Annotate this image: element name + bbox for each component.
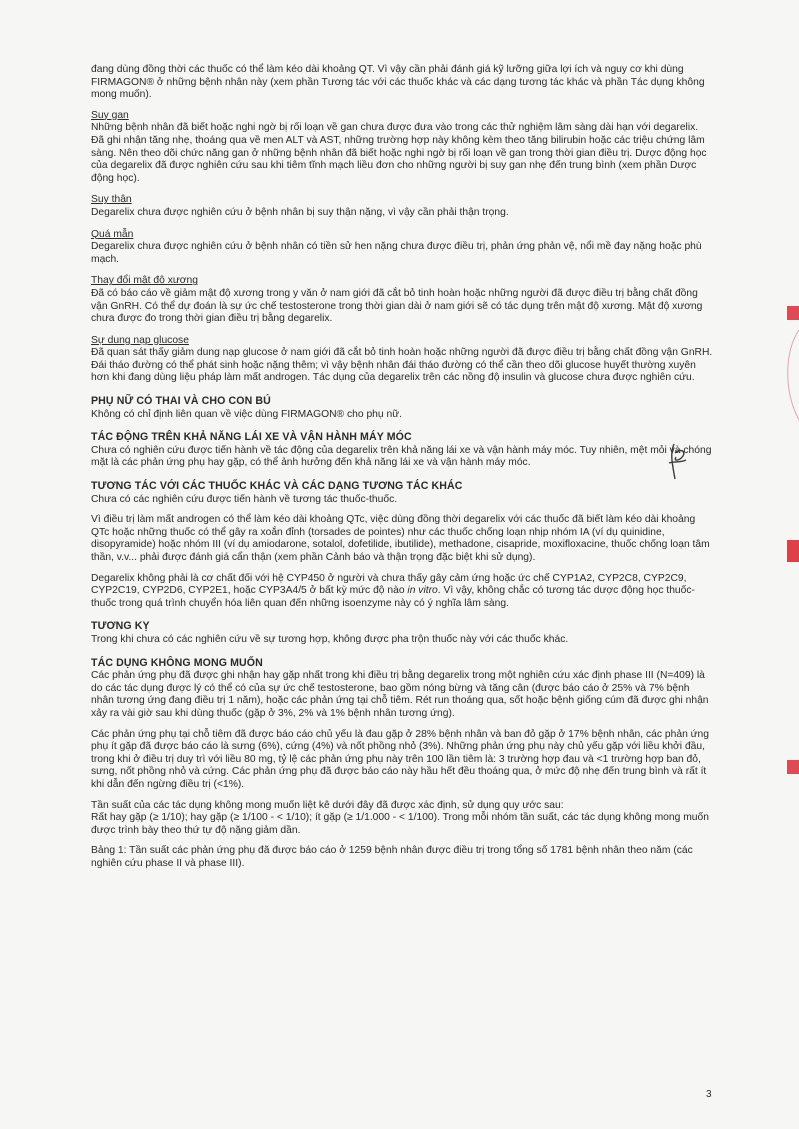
edge-red-mark-top (787, 306, 799, 320)
edge-stamp-fragment (777, 330, 799, 420)
interactions-p2: Vì điều trị làm mất androgen có thể làm kéo dài khoảng QTc, việc dùng đồng thời degarelix với các thuốc đã biết làm kéo dài khoảng QTc hoặc những thuốc có thể gây ra xoắn đỉnh (torsades de pointes) như các thuốc chống loạn nhịp nhóm IA (ví dụ quinidine, disopyramide) hoặc nhóm III (ví dụ amiodarone, sotalol, dofetilide, ibutilide), methadone, cisapride, moxifloxacine, thuốc chống loạn tâm thần, v.v... phải được đánh giá cẩn thận (xem phần Cảnh báo và thận trọng đặc biệt khi sử dụng). (91, 514, 710, 563)
interactions-p1: Chưa có các nghiên cứu được tiến hành về tương tác thuốc-thuốc. (91, 493, 398, 505)
section-adverse (91, 657, 713, 871)
driving-text: Chưa có nghiên cứu được tiến hành về tác động của degarelix trên khả năng lái xe và vận hành máy móc. Tuy nhiên, mệt mỏi và chóng mặt là các phản ứng phụ hay gặp, có thể ảnh hưởng đến khả năng lái xe và vận hành máy móc. (91, 444, 712, 469)
adverse-heading: TÁC DỤNG KHÔNG MONG MUỐN (91, 656, 263, 669)
hypersensitivity-heading: Quá mẫn (91, 228, 134, 240)
incompat-text: Trong khi chưa có các nghiên cứu về sự tương hợp, không được pha trộn thuốc này với các thuốc khác. (91, 633, 569, 645)
driving-heading: TÁC ĐỘNG TRÊN KHẢ NĂNG LÁI XE VÀ VẬN HÀNH MÁY MÓC (91, 431, 412, 444)
page-content (91, 64, 713, 878)
section-glucose (91, 335, 713, 385)
signature-mark (660, 441, 694, 483)
glucose-heading: Sự dung nạp glucose (91, 334, 189, 346)
liver-heading: Suy gan (91, 109, 129, 121)
edge-red-mark-low (787, 760, 799, 774)
section-kidney (91, 194, 713, 219)
section-hypersensitivity (91, 229, 713, 267)
liver-text: Những bệnh nhân đã biết hoặc nghi ngờ bị rối loạn về gan chưa được đưa vào trong các thử nghiệm lâm sàng dài hạn với degarelix. Đã ghi nhận tăng nhẹ, thoáng qua về men ALT và AST, những trường hợp này không kèm theo tăng bilirubin hoặc các triệu chứng lâm sàng. Nên theo dõi chức năng gan ở những bệnh nhân đã biết hoặc nghi ngờ bị rối loạn về gan trong thời gian điều trị. Dược động học của degarelix đã được nghiên cứu sau khi tiêm tĩnh mạch liều đơn cho những người bị suy gan nhẹ đến trung bình (xem phần Dược động học). (91, 122, 707, 184)
interactions-heading: TƯƠNG TÁC VỚI CÁC THUỐC KHÁC VÀ CÁC DẠNG TƯƠNG TÁC KHÁC (91, 480, 463, 493)
glucose-text: Đã quan sát thấy giảm dung nạp glucose ở nam giới đã cắt bỏ tinh hoàn hoặc những người đã được điều trị bằng chất đồng vận GnRH. Đái tháo đường có thể phát sinh hoặc nặng thêm; vì vậy bệnh nhân đái tháo đường có thể cần theo dõi glucose huyết thường xuyên hơn khi đang dùng liệu pháp làm mất androgen. Tác dụng của degarelix trên các nồng độ insulin và glucose chưa được nghiên cứu. (91, 347, 713, 384)
section-pregnancy (91, 395, 713, 421)
adverse-p1: Các phản ứng phụ đã được ghi nhận hay gặp nhất trong khi điều trị bằng degarelix trong một nghiên cứu xác định phase III (N=409) là do các tác dụng được lý có thể có của sự ức chế testosterone, bao gồm nóng bừng và tăng cân (được báo cáo ở 25% và 7% bệnh nhân tương ứng đang điều trị 1 năm), hoặc các phản ứng tại chỗ tiêm. Rét run thoáng qua, sốt hoặc bệnh giống cúm đã được ghi nhận xảy ra vài giờ sau khi dùng thuốc (gặp ở 3%, 2% và 1% bệnh nhân tương ứng). (91, 670, 709, 719)
bone-text: Đã có báo cáo về giảm mật độ xương trong y văn ở nam giới đã cắt bỏ tinh hoàn hoặc những người đã được điều trị bằng chất đồng vận GnRH. Có thể dự đoán là sự ức chế testosterone trong thời gian dài ở nam giới sẽ có tác dụng trên mật độ xương. Mật độ xương chưa được đo trong thời gian điều trị bằng degarelix. (91, 287, 703, 325)
bone-heading: Thay đổi mật độ xương (91, 275, 198, 287)
kidney-heading: Suy thận (91, 194, 132, 206)
edge-red-mark-mid (787, 540, 799, 562)
adverse-p2: Các phản ứng phụ tại chỗ tiêm đã được báo cáo chủ yếu là đau gặp ở 28% bệnh nhân và ban đỏ gặp ở 17% bệnh nhân, các phản ứng phụ ít gặp đã được báo cáo là sưng (6%), cứng (4%) và nốt phồng nhỏ (3%). Những phản ứng phụ này chủ yếu gặp với liều khởi đầu, trong khi ở điều trị duy trì với liều 80 mg, tỷ lệ các phản ứng phụ này trên 100 lần tiêm là: 3 trường hợp đau và <1 trường hợp ban đỏ, sưng, nốt phồng nhỏ và cứng. Các phản ứng phụ đã được báo cáo này hầu hết đều thoáng qua, ở mức độ nhẹ đến trung bình và rất ít khi dẫn đến ngừng điều trị (<1%). (91, 728, 710, 790)
section-liver (91, 110, 713, 186)
adverse-p3 (91, 800, 713, 838)
interactions-p3-a: Degarelix không phải là cơ chất đối với hệ CYP450 ở người và chưa thấy gây cảm ứng hoặc ức chế CYP1A2, CYP2C8, CYP2C9, CYP2C19, CYP2D6, CYP2E1, hoặc CYP3A4/5 ở bất kỳ mức độ nào (91, 572, 687, 597)
adverse-p3b: Rất hay gặp (≥ 1/10); hay gặp (≥ 1/100 - < 1/10); ít gặp (≥ 1/1.000 - < 1/100). Trong mỗi nhóm tần suất, các tác dụng không mong muốn được trình bày theo thứ tự độ nặng giảm dần. (91, 812, 709, 836)
interactions-p3-b: . Vì vậy, không chắc có tương tác dược động học thuốc-thuốc trong quá trình chuyển hóa liên quan đến những isoenzyme này có ý nghĩa lâm sàng. (91, 585, 695, 609)
interactions-p3-italic: in vitro (407, 585, 438, 597)
section-incompat (91, 620, 713, 646)
interactions-p3 (91, 573, 713, 611)
page-number: 3 (706, 1089, 712, 1100)
pregnancy-text: Không có chỉ định liên quan về việc dùng FIRMAGON® cho phụ nữ. (91, 408, 402, 420)
pregnancy-heading: PHỤ NỮ CÓ THAI VÀ CHO CON BÚ (91, 395, 271, 408)
intro-paragraph: đang dùng đồng thời các thuốc có thể làm kéo dài khoảng QT. Vì vậy cần phải đánh giá kỹ lưỡng giữa lợi ích và nguy cơ khi dùng FIRMAGON® ở những bệnh nhân này (xem phần Tương tác với các thuốc khác và các dạng tương tác khác và phần Tác dụng không mong muốn). (91, 64, 705, 101)
hypersensitivity-text: Degarelix chưa được nghiên cứu ở bệnh nhân có tiền sử hen nặng chưa được điều trị, phản ứng phản vệ, nổi mề đay nặng hoặc phù mạch. (91, 241, 702, 265)
adverse-p4: Bảng 1: Tần suất các phản ứng phụ đã được báo cáo ở 1259 bệnh nhân được điều trị trong tổng số 1781 bệnh nhân theo năm (các nghiên cứu phase II và phase III). (91, 845, 693, 869)
section-interactions (91, 480, 713, 610)
section-bone (91, 275, 713, 325)
adverse-p3a: Tần suất của các tác dụng không mong muốn liệt kê dưới đây đã được xác định, sử dụng quy ước sau: (91, 799, 564, 811)
incompat-heading: TƯƠNG KỴ (91, 620, 150, 633)
section-driving (91, 431, 713, 470)
kidney-text: Degarelix chưa được nghiên cứu ở bệnh nhân bị suy thận nặng, vì vậy cần phải thận trọng. (91, 206, 509, 218)
